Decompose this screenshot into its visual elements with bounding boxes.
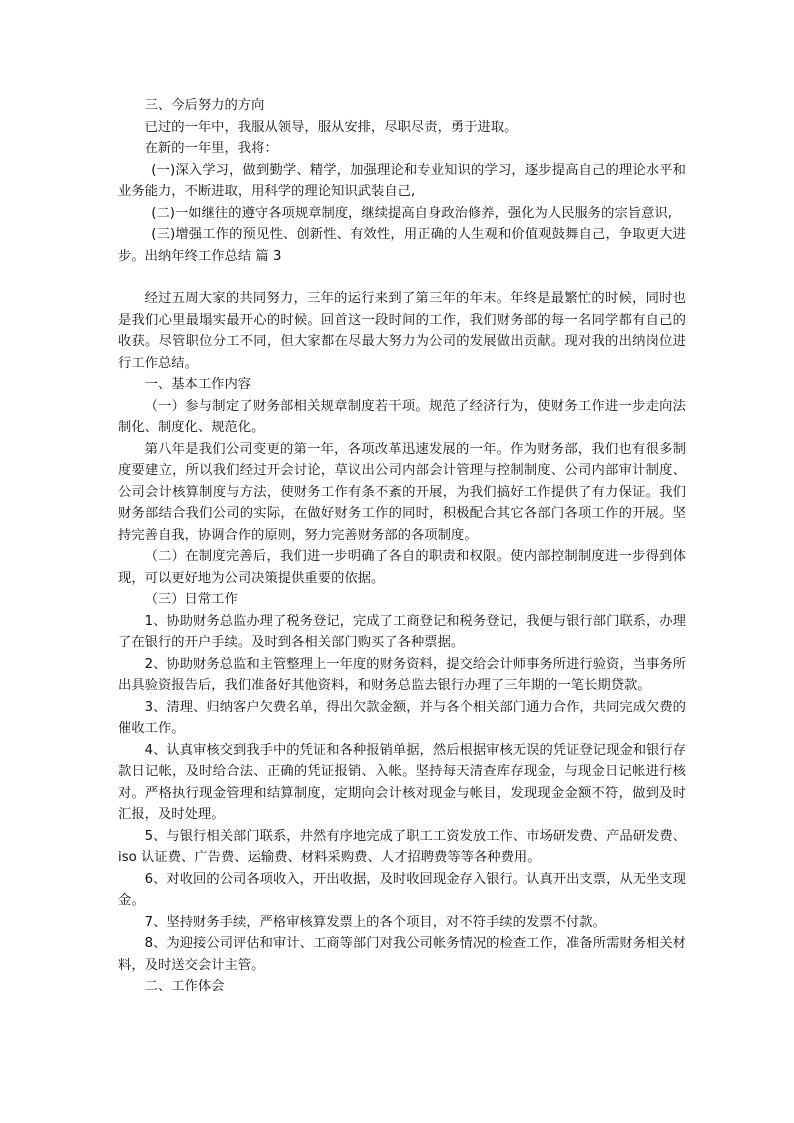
list-item: 7、坚持财务手续，严格审核算发票上的各个项目，对不符手续的发票不付款。	[144, 914, 606, 930]
subheading-daily-work: （三）日常工作	[144, 592, 238, 607]
paragraph: 在新的一年里，我将：	[144, 141, 278, 156]
list-item: 4、认真审核交到我手中的凭证和各种报销单据，然后根据审核无误的凭证登记现金和银行存款日记帐，及时给合法、正确的凭证报销、入帐。坚持每天清查库存现金，与现金日记帐进行核对。严格执行现金管理和结算制度，定期向会计核对现金与帐目，发现现金金额不符，做到及时汇报，及时处理。	[118, 742, 686, 822]
list-item: 1、协助财务总监办理了税务登记，完成了工商登记和税务登记，我便与银行部门联系，办理了在银行的开户手续。及时到各相关部门购买了各种票据。	[118, 613, 686, 650]
paragraph-intro: 经过五周大家的共同努力，三年的运行来到了第三年的年末。年终是最繁忙的时候，同时也是我们心里最塌实最开心的时候。回首这一段时间的工作，我们财务部的每一名同学都有自己的收获。尽管职位分工不同，但大家都在尽最大努力为公司的发展做出贡献。现对我的出纳岗位进行工作总结。	[118, 291, 686, 371]
section-heading-work-experience: 二、工作体会	[144, 979, 225, 994]
paragraph: (二)一如继往的遵守各项规章制度，继续提高自身政治修养，强化为人民服务的宗旨意识,	[151, 205, 672, 221]
list-item: 2、协助财务总监和主管整理上一年度的财务资料，提交给会计师事务所进行验资，当事务所出具验资报告后，我们准备好其他资料，和财务总监去银行办理了三年期的一笔长期贷款。	[118, 656, 686, 693]
list-item: 6、对收回的公司各项收入，开出收据，及时收回现金存入银行。认真开出支票，从无坐支现金。	[118, 871, 686, 908]
list-item: 8、为迎接公司评估和审计、工商等部门对我公司帐务情况的检查工作，准备所需财务相关材料，及时送交会计主管。	[118, 936, 686, 973]
list-item: 3、清理、归纳客户欠费名单，得出欠款金额，并与各个相关部门通力合作，共同完成欠费的催收工作。	[118, 699, 686, 736]
paragraph: (三)增强工作的预见性、创新性、有效性，用正确的人生观和价值观鼓舞自己，争取更大进步。出纳年终工作总结 篇 3	[118, 227, 686, 264]
paragraph: 第八年是我们公司变更的第一年，各项改革迅速发展的一年。作为财务部，我们也有很多制度要建立，所以我们经过开会讨论，草议出公司内部会计管理与控制制度、公司内部审计制度、公司会计核算制度与方法，使财务工作有条不紊的开展，为我们搞好工作提供了有力保证。我们财务部结合我们公司的实际，在做好财务工作的同时，积极配合其它各部门各项工作的开展。坚持完善自我，协调合作的原则，努力完善财务部的各项制度。	[118, 441, 686, 543]
paragraph: 已过的一年中，我服从领导，服从安排，尽职尽责，勇于进取。	[144, 119, 518, 135]
paragraph: (一)深入学习，做到勤学、精学，加强理论和专业知识的学习，逐步提高自己的理论水平和业务能力，不断进取，用科学的理论知识武装自己,	[118, 162, 686, 199]
section-heading-basic-work: 一、基本工作内容	[144, 377, 252, 392]
list-item: 5、与银行相关部门联系，井然有序地完成了职工工资发放工作、市场研发费、产品研发费、iso 认证费、广告费、运输费、材料采购费、人才招聘费等等各种费用。	[118, 828, 686, 865]
section-heading-future-direction: 三、今后努力的方向	[144, 98, 265, 113]
document-body	[118, 95, 686, 998]
paragraph: （一）参与制定了财务部相关规章制度若干项。规范了经济行为，使财务工作进一步走向法制化、制度化、规范化。	[118, 398, 686, 435]
paragraph-gap	[118, 267, 686, 288]
paragraph: （二）在制度完善后，我们进一步明确了各自的职责和权限。使内部控制制度进一步得到体现，可以更好地为公司决策提供重要的依据。	[118, 549, 686, 586]
